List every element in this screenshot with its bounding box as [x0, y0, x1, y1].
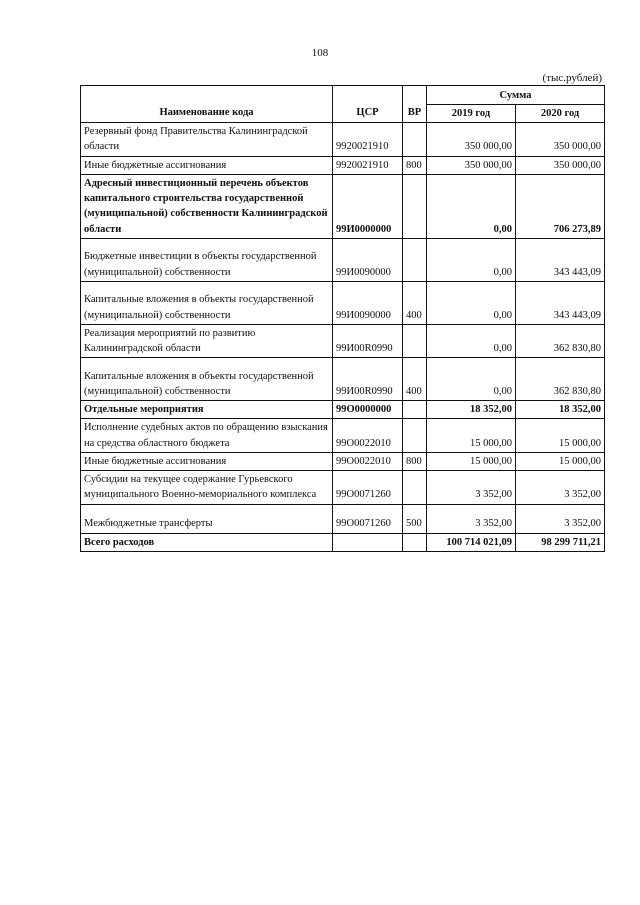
table-row: [81, 174, 605, 238]
row-vr: 500: [403, 504, 427, 533]
row-csr: 99О0022010: [333, 452, 403, 470]
row-name: Адресный инвестиционный перечень объектов капитального строительства государственной (муниципальной) собственности Калининградской области: [81, 174, 333, 238]
row-2020: 362 830,80: [516, 324, 605, 357]
table-row: [81, 471, 605, 504]
table-row: [81, 238, 605, 281]
row-name: Бюджетные инвестиции в объекты государственной (муниципальной) собственности: [81, 238, 333, 281]
row-2019: 100 714 021,09: [427, 533, 516, 551]
row-2019: 0,00: [427, 238, 516, 281]
header-name: Наименование кода: [81, 86, 333, 123]
page-number: 108: [311, 47, 329, 59]
row-vr: [403, 533, 427, 551]
row-2020: 706 273,89: [516, 174, 605, 238]
row-vr: [403, 123, 427, 156]
row-2019: 15 000,00: [427, 419, 516, 452]
header-vr: ВР: [403, 86, 427, 123]
row-vr: [403, 324, 427, 357]
table-row: [81, 452, 605, 470]
row-name: Капитальные вложения в объекты государственной (муниципальной) собственности: [81, 358, 333, 401]
row-2020: 18 352,00: [516, 401, 605, 419]
row-2019: 350 000,00: [427, 123, 516, 156]
table-row: [81, 401, 605, 419]
row-name: Субсидии на текущее содержание Гурьевского муниципального Военно-мемориального комплекса: [81, 471, 333, 504]
table-row-total: [81, 533, 605, 551]
row-2019: 3 352,00: [427, 471, 516, 504]
header-csr: ЦСР: [333, 86, 403, 123]
row-2019: 0,00: [427, 324, 516, 357]
row-2020: 98 299 711,21: [516, 533, 605, 551]
row-2020: 343 443,09: [516, 281, 605, 324]
row-name: Реализация мероприятий по развитию Калининградской области: [81, 324, 333, 357]
row-name: Отдельные мероприятия: [81, 401, 333, 419]
row-csr: 99О0022010: [333, 419, 403, 452]
row-csr: 9920021910: [333, 123, 403, 156]
row-csr: 99И0090000: [333, 238, 403, 281]
row-2019: 3 352,00: [427, 504, 516, 533]
row-name: Исполнение судебных актов по обращению взыскания на средства областного бюджета: [81, 419, 333, 452]
row-2019: 0,00: [427, 281, 516, 324]
row-csr: 99И00R0990: [333, 358, 403, 401]
row-2019: 18 352,00: [427, 401, 516, 419]
row-csr: 99И0000000: [333, 174, 403, 238]
row-csr: 99И00R0990: [333, 324, 403, 357]
row-2019: 15 000,00: [427, 452, 516, 470]
table-row: [81, 156, 605, 174]
row-2019: 0,00: [427, 358, 516, 401]
row-2020: 350 000,00: [516, 123, 605, 156]
row-2019: 0,00: [427, 174, 516, 238]
row-vr: 800: [403, 156, 427, 174]
row-vr: [403, 238, 427, 281]
row-vr: [403, 471, 427, 504]
row-2020: 15 000,00: [516, 419, 605, 452]
row-vr: [403, 174, 427, 238]
row-csr: 99О0071260: [333, 504, 403, 533]
row-2020: 343 443,09: [516, 238, 605, 281]
row-2019: 350 000,00: [427, 156, 516, 174]
unit-note: (тыс.рублей): [542, 72, 602, 84]
table-row: [81, 504, 605, 533]
row-2020: 3 352,00: [516, 471, 605, 504]
table-row: [81, 324, 605, 357]
row-name: Резервный фонд Правительства Калининградской области: [81, 123, 333, 156]
header-2019: 2019 год: [427, 105, 516, 123]
table-row: [81, 281, 605, 324]
budget-table: [80, 85, 605, 552]
row-name: Иные бюджетные ассигнования: [81, 156, 333, 174]
row-2020: 350 000,00: [516, 156, 605, 174]
row-vr: [403, 401, 427, 419]
row-2020: 3 352,00: [516, 504, 605, 533]
row-csr: 9920021910: [333, 156, 403, 174]
row-2020: 362 830,80: [516, 358, 605, 401]
row-name: Иные бюджетные ассигнования: [81, 452, 333, 470]
row-name: Всего расходов: [81, 533, 333, 551]
table-row: [81, 123, 605, 156]
row-vr: 400: [403, 358, 427, 401]
row-csr: 99О0071260: [333, 471, 403, 504]
row-vr: 800: [403, 452, 427, 470]
row-vr: 400: [403, 281, 427, 324]
row-csr: [333, 533, 403, 551]
row-csr: 99О0000000: [333, 401, 403, 419]
row-vr: [403, 419, 427, 452]
header-2020: 2020 год: [516, 105, 605, 123]
table-row: [81, 419, 605, 452]
row-2020: 15 000,00: [516, 452, 605, 470]
row-name: Межбюджетные трансферты: [81, 504, 333, 533]
row-name: Капитальные вложения в объекты государственной (муниципальной) собственности: [81, 281, 333, 324]
row-csr: 99И0090000: [333, 281, 403, 324]
table-row: [81, 358, 605, 401]
header-sum: Сумма: [427, 86, 605, 105]
